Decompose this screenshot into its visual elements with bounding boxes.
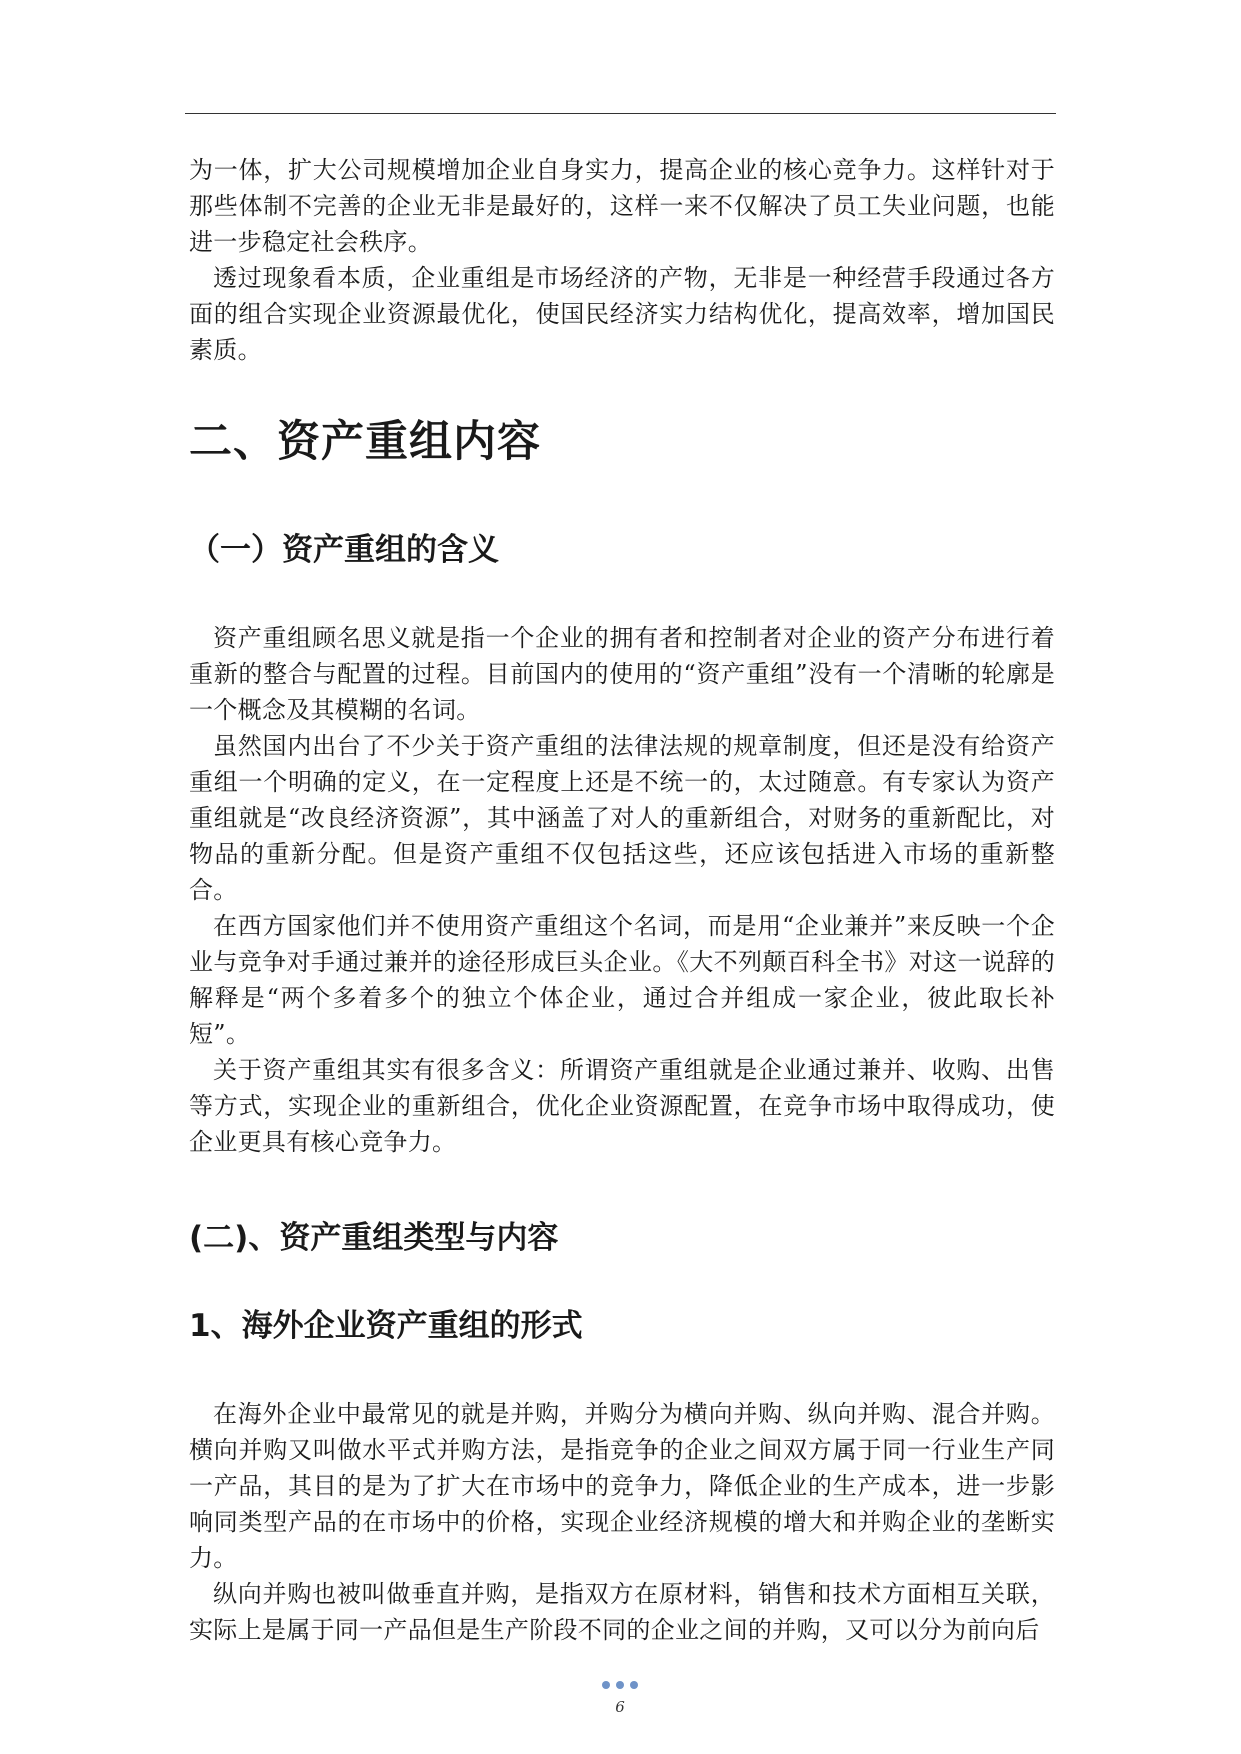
body-paragraph: 在西方国家他们并不使用资产重组这个名词，而是用“企业兼并”来反映一个企业与竞争对手通过兼并的途径形成巨头企业。《大不列颠百科全书》对这一说辞的解释是“两个多着多个的独立个体企业，通过合并组成一家企业，彼此取长补短”。 (189, 912, 1055, 1048)
body-paragraph: 资产重组顾名思义就是指一个企业的拥有者和控制者对企业的资产分布进行着重新的整合与配置的过程。目前国内的使用的“资产重组”没有一个清晰的轮廓是一个概念及其模糊的名词。 (189, 624, 1055, 724)
body-paragraph: 虽然国内出台了不少关于资产重组的法律法规的规章制度，但还是没有给资产重组一个明确的定义，在一定程度上还是不统一的，太过随意。有专家认为资产重组就是“改良经济资源”，其中涵盖了对人的重新组合，对财务的重新配比，对物品的重新分配。但是资产重组不仅包括这些，还应该包括进入市场的重新整合。 (189, 732, 1055, 904)
body-paragraph: 为一体，扩大公司规模增加企业自身实力，提高企业的核心竞争力。这样针对于那些体制不完善的企业无非是最好的，这样一来不仅解决了员工失业问题，也能进一步稳定社会秩序。 (189, 156, 1055, 256)
body-paragraph: 透过现象看本质，企业重组是市场经济的产物，无非是一种经营手段通过各方面的组合实现企业资源最优化，使国民经济实力结构优化，提高效率，增加国民素质。 (189, 264, 1055, 364)
dot-icon (630, 1681, 638, 1689)
body-paragraph: 在海外企业中最常见的就是并购，并购分为横向并购、纵向并购、混合并购。横向并购又叫做水平式并购方法，是指竞争的企业之间双方属于同一行业生产同一产品，其目的是为了扩大在市场中的竞争力，降低企业的生产成本，进一步影响同类型产品的在市场中的价格，实现企业经济规模的增大和并购企业的垄断实力。 (189, 1400, 1055, 1572)
dot-icon (616, 1681, 624, 1689)
page-number: 6 (615, 1698, 625, 1716)
document-body (189, 152, 1055, 1648)
body-paragraph: 纵向并购也被叫做垂直并购，是指双方在原材料，销售和技术方面相互关联，实际上是属于同一产品但是生产阶段不同的企业之间的并购，又可以分为前向后 (189, 1580, 1055, 1644)
subsection-title: 1、海外企业资产重组的形式 (189, 1308, 583, 1344)
section-title: 二、资产重组内容 (189, 417, 541, 467)
subsection-title: （一）资产重组的含义 (189, 532, 499, 568)
dot-icon (602, 1681, 610, 1689)
body-paragraph: 关于资产重组其实有很多含义：所谓资产重组就是企业通过兼并、收购、出售等方式，实现企业的重新组合，优化企业资源配置，在竞争市场中取得成功，使企业更具有核心竞争力。 (189, 1056, 1055, 1156)
footer-dots-icon (600, 1681, 640, 1691)
subsection-title: (二)、资产重组类型与内容 (189, 1220, 559, 1256)
header-rule (185, 113, 1056, 114)
